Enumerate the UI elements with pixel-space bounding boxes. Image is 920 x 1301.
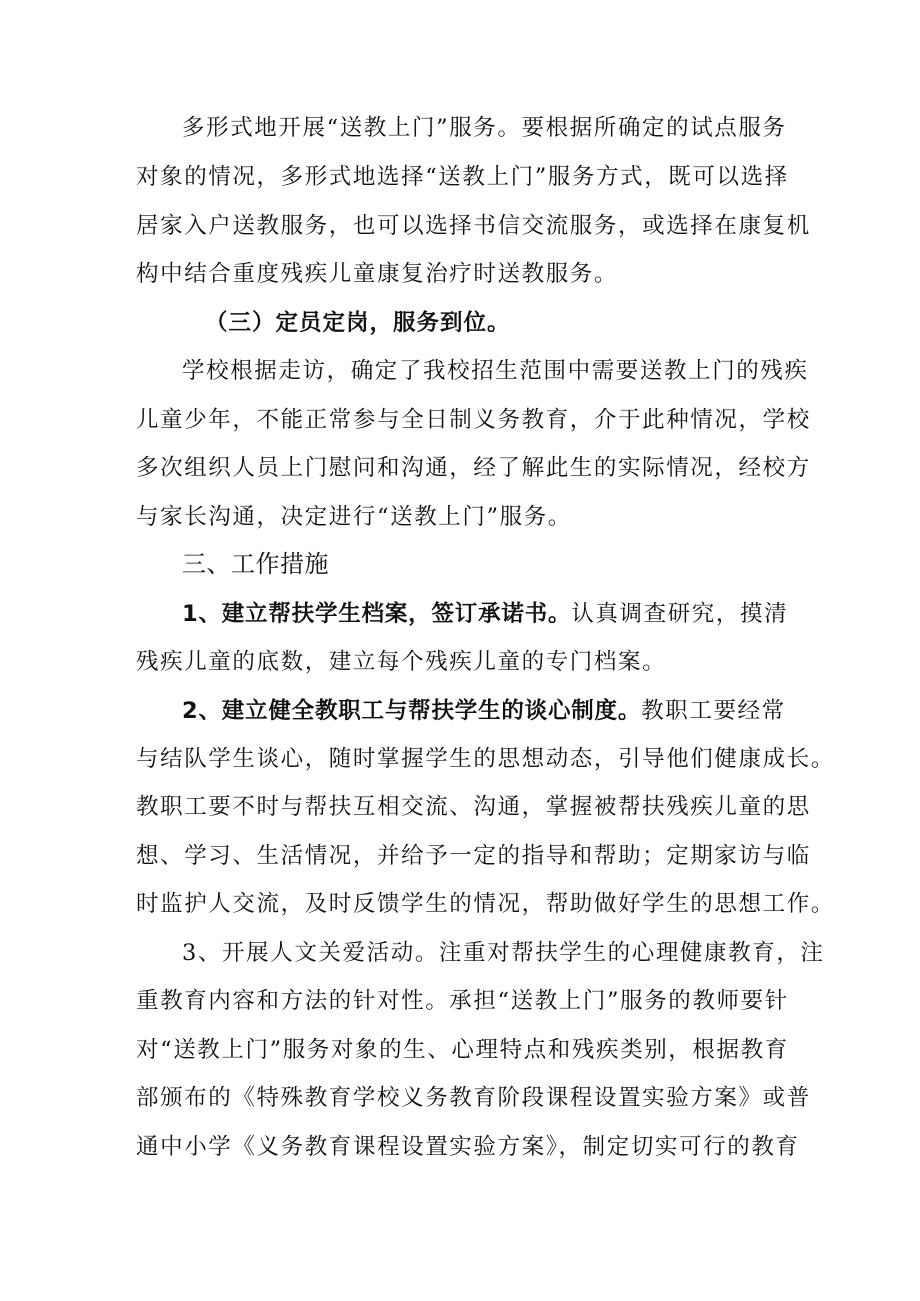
item-2-line [182, 696, 842, 726]
item-1-title: 1、建立帮扶学生档案，签订承诺书。 [182, 601, 572, 627]
paragraph-line: 重教育内容和方法的针对性。承担“送教上门”服务的教师要针 [136, 988, 789, 1014]
item-1-line [182, 599, 842, 629]
paragraph-line: 学校根据走访，确定了我校招生范围中需要送教上门的残疾 [182, 358, 809, 384]
paragraph-line: 居家入户送教服务，也可以选择书信交流服务，或选择在康复机 [136, 213, 811, 239]
paragraph-line: 对象的情况，多形式地选择“送教上门”服务方式，既可以选择 [136, 164, 789, 190]
paragraph-line: 多形式地开展“送教上门”服务。要根据所确定的试点服务 [182, 115, 787, 141]
paragraph-line: 部颁布的《特殊教育学校义务教育阶段课程设置实验方案》或普 [136, 1085, 811, 1111]
paragraph-line: 对“送教上门”服务对象的生、心理特点和残疾类别，根据教育 [136, 1037, 789, 1063]
paragraph-line: 儿童少年，不能正常参与全日制义务教育，介于此种情况，学校 [136, 407, 811, 433]
item-1-text: 认真调查研究，摸清 [571, 601, 789, 627]
subheading-3: （三）定员定岗，服务到位。 [205, 310, 511, 336]
paragraph-line: 时监护人交流，及时反馈学生的情况，帮助做好学生的思想工作。 [136, 891, 835, 917]
item-2-title: 2、建立健全教职工与帮扶学生的谈心制度。 [182, 698, 642, 724]
item-2-text: 教职工要经常 [641, 698, 786, 724]
paragraph-line: 多次组织人员上门慰问和沟通，经了解此生的实际情况，经校方 [136, 455, 811, 481]
paragraph-line: 与家长沟通，决定进行“送教上门”服务。 [136, 504, 572, 530]
section-heading: 三、工作措施 [182, 550, 329, 578]
paragraph-line: 构中结合重度残疾儿童康复治疗时送教服务。 [136, 261, 619, 287]
paragraph-line: 残疾儿童的底数，建立每个残疾儿童的专门档案。 [136, 649, 667, 675]
item-3-line: 3、开展人文关爱活动。注重对帮扶学生的心理健康教育，注 [182, 940, 825, 966]
paragraph-line: 想、学习、生活情况，并给予一定的指导和帮助；定期家访与临 [136, 843, 811, 869]
paragraph-line: 与结队学生谈心，随时掌握学生的思想动态，引导他们健康成长。 [136, 746, 835, 772]
paragraph-line: 教职工要不时与帮扶互相交流、沟通，掌握被帮扶残疾儿童的思 [136, 794, 811, 820]
paragraph-line: 通中小学《义务教育课程设置实验方案》，制定切实可行的教育 [136, 1134, 800, 1160]
